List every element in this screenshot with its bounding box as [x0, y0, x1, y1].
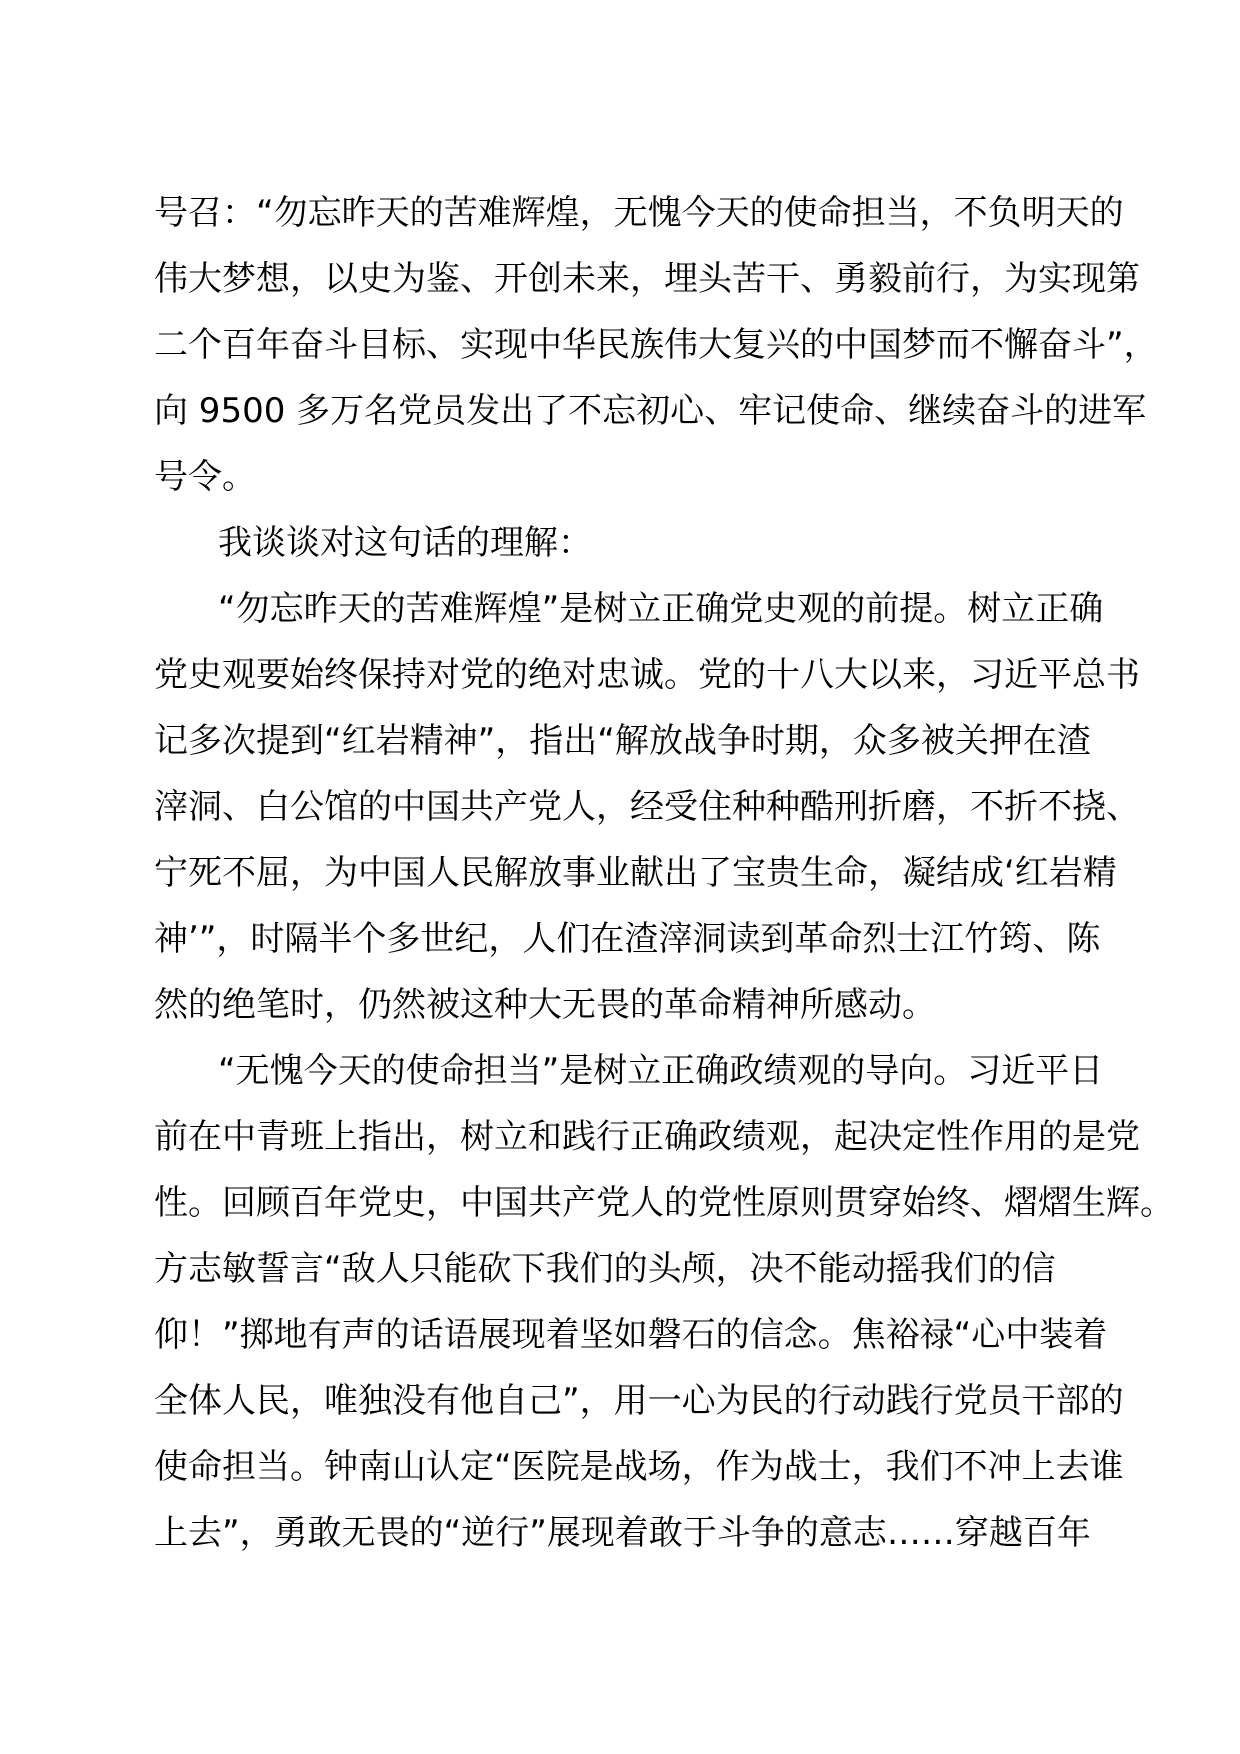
body-text: [154, 180, 1174, 1566]
text-line: 伟大梦想，以史为鉴、开创未来，埋头苦干、勇毅前行，为实现第: [154, 259, 1140, 299]
text-line: 二个百年奋斗目标、实现中华民族伟大复兴的中国梦而不懈奋斗”，: [154, 325, 1158, 365]
text-line: 向 9500 多万名党员发出了不忘初心、牢记使命、继续奋斗的进军: [154, 391, 1147, 431]
text-line: 上去”，勇敢无畏的“逆行”展现着敢于斗争的意志……穿越百年: [154, 1513, 1091, 1553]
text-line: 全体人民，唯独没有他自己”，用一心为民的行动践行党员干部的: [154, 1381, 1124, 1421]
text-line: 宁死不屈，为中国人民解放事业献出了宝贵生命，凝结成‘红岩精: [154, 853, 1117, 893]
text-line: 滓洞、白公馆的中国共产党人，经受住种种酷刑折磨，不折不挠、: [154, 787, 1140, 827]
text-line: 方志敏誓言“敌人只能砍下我们的头颅，决不能动摇我们的信: [154, 1249, 1056, 1289]
text-line: “无愧今天的使命担当”是树立正确政绩观的导向。习近平日: [218, 1051, 1104, 1091]
text-line: 我谈谈对这句话的理解：: [218, 523, 592, 563]
text-line: 前在中青班上指出，树立和践行正确政绩观，起决定性作用的是党: [154, 1117, 1140, 1157]
text-line: “勿忘昨天的苦难辉煌”是树立正确党史观的前提。树立正确: [218, 589, 1104, 629]
text-line: 使命担当。钟南山认定“医院是战场，作为战士，我们不冲上去谁: [154, 1447, 1124, 1487]
text-line: 仰！”掷地有声的话语展现着坚如磐石的信念。焦裕禄“心中装着: [154, 1315, 1108, 1355]
text-line: 然的绝笔时，仍然被这种大无畏的革命精神所感动。: [154, 985, 936, 1025]
text-line: 记多次提到“红岩精神”，指出“解放战争时期，众多被关押在渣: [154, 721, 1091, 761]
text-line: 号召：“勿忘昨天的苦难辉煌，无愧今天的使命担当，不负明天的: [154, 193, 1124, 233]
text-line: 神’”，时隔半个多世纪，人们在渣滓洞读到革命烈士江竹筠、陈: [154, 919, 1101, 959]
text-line: 性。回顾百年党史，中国共产党人的党性原则贯穿始终、熠熠生辉。: [154, 1183, 1174, 1223]
text-line: 号令。: [154, 457, 256, 497]
text-line: 党史观要始终保持对党的绝对忠诚。党的十八大以来，习近平总书: [154, 655, 1140, 695]
